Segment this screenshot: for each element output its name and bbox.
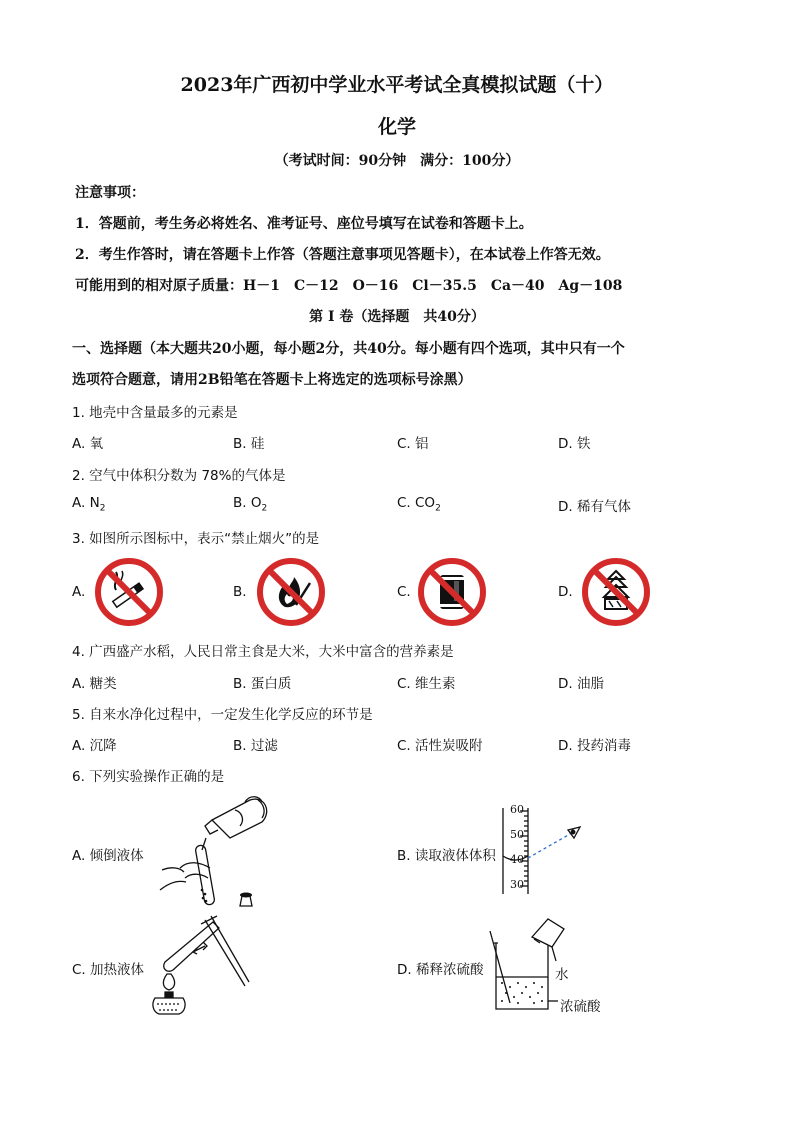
subject-title: 化学: [377, 116, 416, 138]
question-3-option-c[interactable]: C.: [397, 584, 411, 600]
question-5-option-c[interactable]: C. 活性炭吸附: [397, 738, 483, 754]
question-5-stem: 5. 自来水净化过程中，一定发生化学反应的环节是: [72, 707, 373, 723]
exam-info: （考试时间：90分钟 满分：100分）: [274, 153, 520, 169]
notes-heading: 注意事项：: [75, 185, 145, 201]
question-1-option-a[interactable]: A. 氧: [72, 436, 104, 452]
question-6-option-a[interactable]: A. 倾倒液体: [72, 848, 144, 864]
subscript: 2: [99, 503, 106, 514]
question-5-option-d[interactable]: D. 投药消毒: [558, 738, 631, 754]
question-4-option-b[interactable]: B. 蛋白质: [233, 676, 292, 692]
water-label: 水: [555, 967, 569, 983]
question-4-option-d[interactable]: D. 油脂: [558, 676, 604, 692]
subscript: 2: [435, 503, 441, 514]
section-heading: 第 I 卷（选择题 共40分）: [309, 309, 485, 325]
question-6-option-b[interactable]: B. 读取液体体积: [397, 848, 496, 864]
notes-item-1: 1．答题前，考生务必将姓名、准考证号、座位号填写在试卷和答题卡上。: [75, 216, 533, 232]
option-text: B. O: [233, 495, 262, 511]
question-6-option-d[interactable]: D. 稀释浓硫酸: [397, 962, 484, 978]
section-instructions-1: 一、选择题（本大题共20小题，每小题2分，共40分。每小题有四个选项，其中只有一个: [72, 341, 625, 357]
question-4-stem: 4. 广西盛产水稻，人民日常主食是大米，大米中富含的营养素是: [72, 644, 454, 660]
question-6-option-c[interactable]: C. 加热液体: [72, 962, 145, 978]
conc-sulfuric-acid-label: 浓硫酸: [560, 999, 601, 1015]
question-2-option-c[interactable]: [397, 495, 441, 514]
no-fuel-barrel-icon[interactable]: [417, 557, 487, 627]
question-2-stem: 2. 空气中体积分数为 78%的气体是: [72, 468, 286, 484]
question-6-stem: 6. 下列实验操作正确的是: [72, 769, 225, 785]
question-3-option-d[interactable]: D.: [558, 584, 573, 600]
question-2-option-d[interactable]: D. 稀有气体: [558, 499, 631, 515]
question-3-option-a[interactable]: A.: [72, 584, 86, 600]
no-smoking-icon[interactable]: [94, 557, 164, 627]
question-3-stem: 3. 如图所示图标中，表示“禁止烟火”的是: [72, 531, 320, 547]
heating-liquid-figure: [145, 912, 255, 1022]
pouring-liquid-figure: [150, 790, 275, 915]
no-stacking-icon[interactable]: [581, 557, 651, 627]
atomic-masses: 可能用到的相对原子质量：H－1 C－12 O－16 Cl－35.5 Ca－40 Ag－108: [75, 278, 623, 294]
question-4-option-a[interactable]: A. 糖类: [72, 676, 117, 692]
section-instructions-2: 选项符合题意，请用2B铅笔在答题卡上将选定的选项标号涂黑）: [72, 372, 472, 388]
question-5-option-b[interactable]: B. 过滤: [233, 738, 278, 754]
question-2-option-a[interactable]: [72, 495, 105, 514]
question-5-option-a[interactable]: A. 沉降: [72, 738, 117, 754]
subscript: 2: [261, 503, 268, 514]
notes-item-2: 2．考生作答时，请在答题卡上作答（答题注意事项见答题卡），在本试卷上作答无效。: [75, 247, 610, 263]
cylinder-tick-50: 50: [510, 828, 524, 841]
question-1-option-b[interactable]: B. 硅: [233, 436, 265, 452]
question-2-option-b[interactable]: [233, 495, 267, 514]
question-1-option-c[interactable]: C. 铝: [397, 436, 429, 452]
no-fire-icon[interactable]: [256, 557, 326, 627]
page-title: 2023年广西初中学业水平考试全真模拟试题（十）: [180, 74, 614, 96]
cylinder-tick-40: 40: [510, 853, 524, 866]
question-1-option-d[interactable]: D. 铁: [558, 436, 591, 452]
question-1-stem: 1. 地壳中含量最多的元素是: [72, 405, 238, 421]
cylinder-tick-30: 30: [510, 878, 524, 891]
cylinder-tick-60: 60: [510, 803, 524, 816]
option-text: C. CO: [397, 495, 436, 511]
option-text: A. N: [72, 495, 100, 511]
question-3-option-b[interactable]: B.: [233, 584, 247, 600]
question-4-option-c[interactable]: C. 维生素: [397, 676, 456, 692]
